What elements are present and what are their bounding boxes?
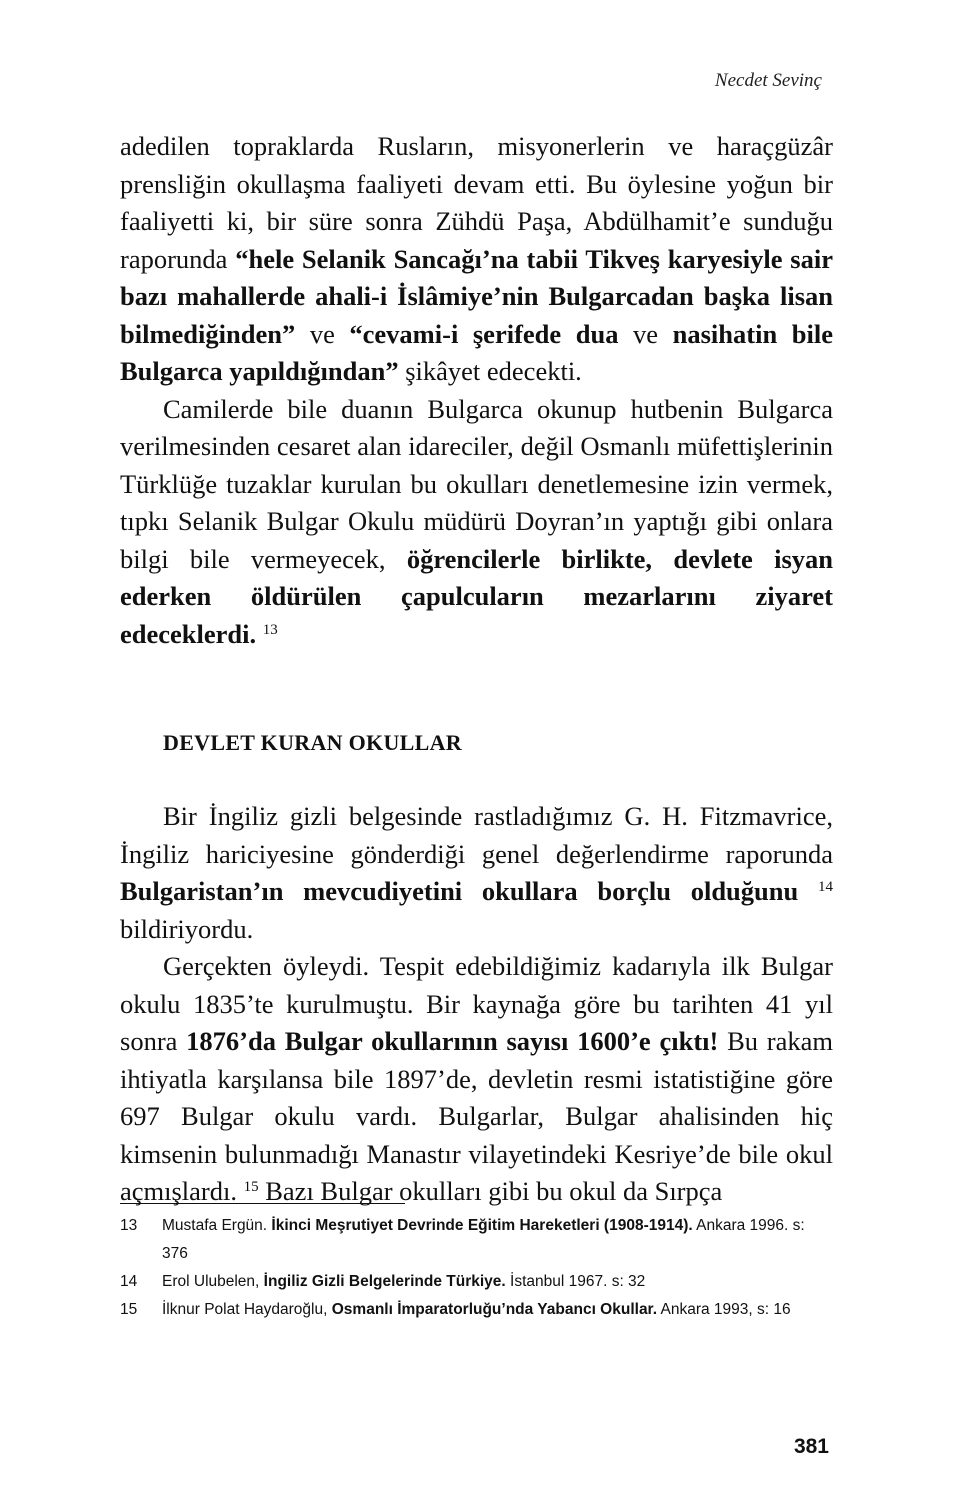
text-run: Gerçekten öyleydi. Tespit edebildiğimiz kadarıyla ilk Bulgar okulu 1835’te kurulmuştu. Bir kaynağa göre bu tarihten 41 yıl sonra xyxy=(120,951,833,1056)
text-run: bildiriyordu. xyxy=(120,913,254,944)
text-run: şikâyet edecekti. xyxy=(398,356,582,386)
emphasis-text: Bulgaristan’ın mevcudiyetini okullara borçlu olduğunu xyxy=(120,876,799,906)
text-run: Ankara 1996. s: 376 xyxy=(162,1217,805,1262)
footnote-text xyxy=(162,1296,833,1324)
emphasis-text: “hele Selanik Sancağı’na tabii Tikveş karyesiyle sair bazı mahallerde ahali-i İslâmiye’nin Bulgarcadan başka lisan bilmediğinden” xyxy=(120,243,833,349)
text-run: adedilen topraklarda Rusların, misyonerlerin ve haraçgüzâr prensliğin okullaşma faaliyeti devam etti. Bu öylesine yoğun bir faaliyetti ki, bir süre sonra Zühdü Paşa, Abdülhamit’e sunduğu raporunda xyxy=(120,131,833,274)
paragraph xyxy=(120,798,833,948)
footnote-number: 13 xyxy=(120,1217,138,1234)
body-text-top xyxy=(120,128,833,653)
emphasis-text: öğrencilerle birlikte, devlete isyan ederken öldürülen çapulcuların mezarlarını ziyaret edeceklerdi. xyxy=(120,543,833,649)
text-run: Bazı Bulgar okulları gibi bu okul da Sırpça xyxy=(258,1176,723,1206)
text-run: Camilerde bile duanın Bulgarca okunup hutbenin Bulgarca verilmesinden cesaret alan idareciler, değil Osmanlı müfettişlerinin Türklüğe tuzaklar kurulan bu okulları denetlemesine izin vermek, tıpkı Selanik Bulgar Okulu müdürü Doyran’ın yaptığı gibi onlara bilgi bile vermeyecek, xyxy=(120,393,833,574)
emphasis-text: İngiliz Gizli Belgelerinde Türkiye. xyxy=(263,1273,506,1290)
text-run: Bu rakam ihtiyatla karşılansa bile 1897’de, devletin resmi istatistiğine göre 697 Bulgar okulu vardı. Bulgarlar, Bulgar ahalisinden hiç kimsenin bulunmadığı Manastır vilayetindeki Kesriye’de bile okul açmışlardı. xyxy=(120,1026,834,1206)
text-run xyxy=(798,876,818,906)
emphasis-text: İkinci Meşrutiyet Devrinde Eğitim Hareketleri (1908-1914). xyxy=(271,1217,693,1234)
footnote-text xyxy=(162,1268,833,1296)
emphasis-text: 1876’da Bulgar okullarının sayısı 1600’e çıktı! xyxy=(186,1026,719,1056)
footnote-number: 15 xyxy=(120,1301,138,1318)
footnote-ref: 14 xyxy=(818,879,833,895)
text-run: Erol Ulubelen, xyxy=(162,1273,264,1290)
footnote-text xyxy=(162,1212,833,1268)
page-number: 381 xyxy=(793,1435,829,1458)
text-run: İstanbul 1967. s: 32 xyxy=(505,1273,646,1290)
text-run: ve xyxy=(295,318,350,349)
emphasis-text: nasihatin bile Bulgarca yapıldığından” xyxy=(120,318,833,386)
text-run: ve xyxy=(618,318,673,349)
paragraph xyxy=(120,128,833,391)
text-run: Ankara 1993, s: 16 xyxy=(657,1301,791,1318)
section-heading: DEVLET KURAN OKULLAR xyxy=(163,730,462,755)
text-run xyxy=(256,619,263,649)
footnote-ref: 13 xyxy=(262,621,278,638)
footnote-divider xyxy=(120,1203,405,1204)
text-run: Mustafa Ergün. xyxy=(162,1217,272,1234)
footnote xyxy=(120,1296,833,1324)
footnotes xyxy=(120,1212,833,1324)
footnote-ref: 15 xyxy=(243,1179,259,1195)
text-run: Bir İngiliz gizli belgesinde rastladığımız G. H. Fitzmavrice, İngiliz hariciyesine gönderdiği genel değerlendirme raporunda xyxy=(120,801,833,869)
emphasis-text: “cevami-i şerifede dua xyxy=(349,318,619,349)
running-head: Necdet Sevinç xyxy=(714,70,822,91)
footnote-number: 14 xyxy=(120,1273,138,1290)
text-run: İlknur Polat Haydaroğlu, xyxy=(162,1301,332,1318)
footnote xyxy=(120,1212,833,1268)
paragraph xyxy=(120,948,833,1211)
emphasis-text: Osmanlı İmparatorluğu’nda Yabancı Okullar. xyxy=(331,1301,658,1318)
footnote xyxy=(120,1268,833,1296)
body-text-bottom xyxy=(120,798,833,1211)
paragraph xyxy=(120,391,833,654)
